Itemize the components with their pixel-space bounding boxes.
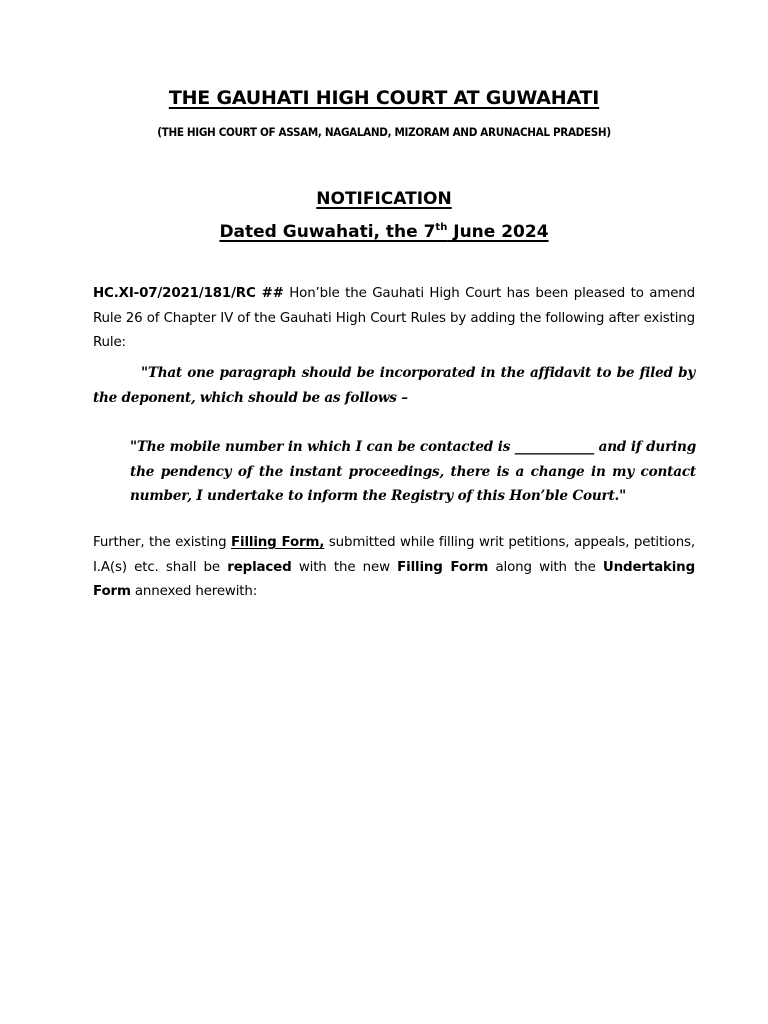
court-name-heading: THE GAUHATI HIGH COURT AT GUWAHATI [168,87,600,109]
quoted-rule-intro [93,361,695,411]
amendment-text: Hon’ble the Gauhati High Court has been pleased to amend Rule 26 of Chapter IV of the Gauhati High Court Rules by adding the following after existing Rule: [93,286,695,350]
notification-date [0,222,768,242]
date-ordinal-suffix: th [435,222,448,233]
para2-text-b: submitted while filling writ petitions, appeals, petitions, I.A(s) etc. shall be [93,535,695,575]
filling-form-term: Filling Form [397,559,489,575]
quoted-rule-intro-text: "That one paragraph should be incorporated in the affidavit to be filed by the deponent, which should be as follows – [93,365,695,406]
date-suffix: June 2024 [447,222,549,242]
para2-text-a: Further, the existing [93,535,232,550]
reference-number: HC.XI-07/2021/181/RC ## [93,286,284,301]
jurisdiction-subheading: (THE HIGH COURT OF ASSAM, NAGALAND, MIZORAM AND ARUNACHAL PRADESH) [157,126,611,139]
para2-text-d: along with the [488,559,603,575]
undertaking-form-term: Undertaking Form [93,559,695,599]
filling-form-paragraph [93,531,695,605]
notification-title: NOTIFICATION [316,189,452,209]
para2-text-e: annexed herewith: [130,584,258,599]
para2-text-c: with the new [291,559,398,575]
filling-form-term-underlined: Filling Form, [231,535,325,550]
replaced-term: replaced [227,559,292,575]
date-prefix: Dated Guwahati, the 7 [219,222,436,242]
quoted-affidavit-text: "The mobile number in which I can be contacted is ____________ and if during the pendency of the instant proceedings, there is a change in my contact number, I undertake to inform the Registry of this Hon’ble Court." [130,439,696,504]
amendment-paragraph [93,282,695,356]
